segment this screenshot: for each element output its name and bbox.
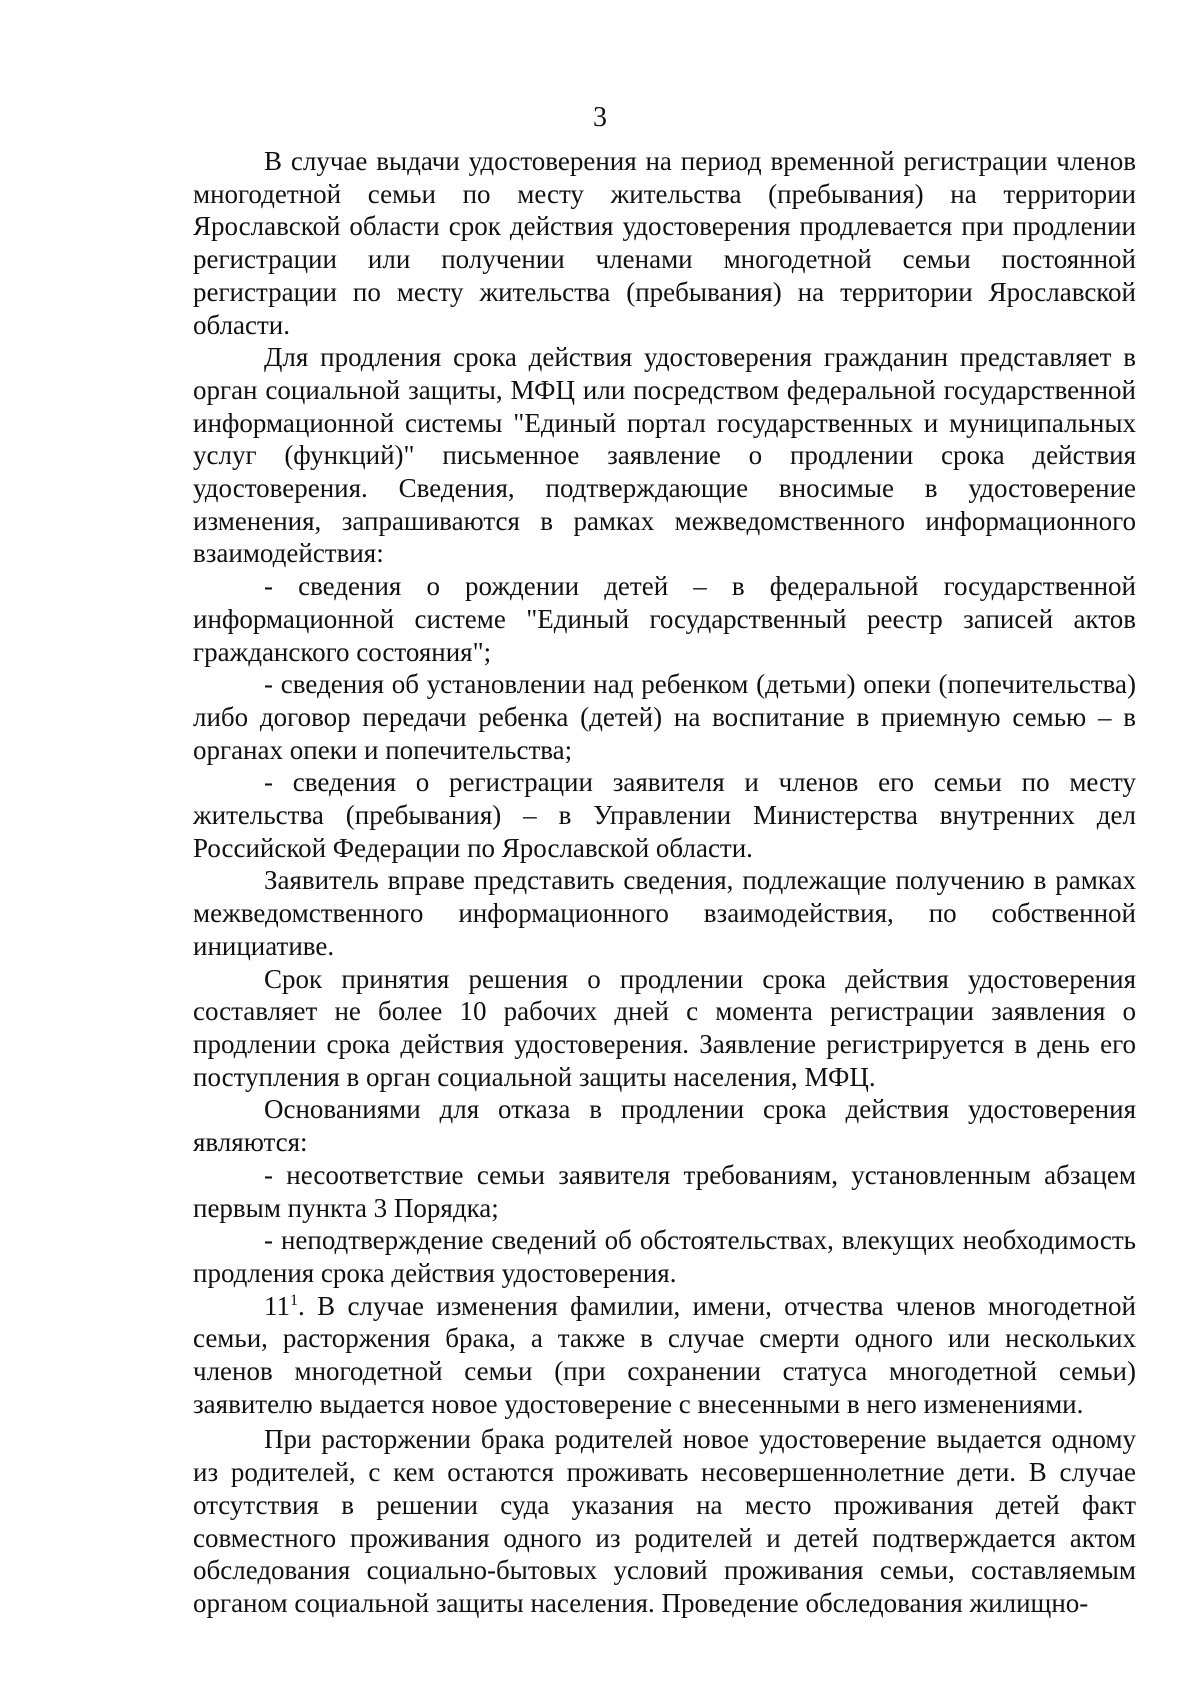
list-item-nonconfirmation: - неподтверждение сведений об обстоятельствах, влекущих необходимость продления срока действия удостоверения. xyxy=(193,1225,1136,1288)
paragraph-extension-application: Для продления срока действия удостоверения гражданин представляет в орган социальной защиты, МФЦ или посредством федеральной государственной информационной системы "Единый портал государственных и муниципальных услуг (функций)" письменное заявление о продлении срока действия удостоверения. Сведения, подтверждающие вносимые в удостоверение изменения, запрашиваются в рамках межведомственного информационного взаимодействия: xyxy=(193,342,1136,569)
paragraph-divorce: При расторжении брака родителей новое удостоверение выдается одному из родителей, с кем остаются проживать несовершеннолетние дети. В случае отсутствия в решении суда указания на место проживания детей факт совместного проживания одного из родителей и детей подтверждается актом обследования социально-бытовых условий проживания семьи, составляемым органом социальной защиты населения. Проведение обследования жилищно- xyxy=(193,1424,1136,1618)
list-item-birth-records: - сведения о рождении детей – в федеральной государственной информационной системе "Единый государственный реестр записей актов гражданского состояния"; xyxy=(193,571,1136,667)
clause-superscript: 1 xyxy=(290,1291,298,1309)
clause-text: . В случае изменения фамилии, имени, отчества членов многодетной семьи, расторжения брака, а также в случае смерти одного или нескольких членов многодетной семьи (при сохранении статуса многодетной семьи) заявителю выдается новое удостоверение с внесенными в него изменениями. xyxy=(193,1290,1136,1419)
list-item-nonconformity: - несоответствие семьи заявителя требованиям, установленным абзацем первым пункта 3 Порядка; xyxy=(193,1159,1136,1223)
clause-number: 11 xyxy=(264,1290,290,1321)
list-item-guardianship: - сведения об установлении над ребенком (детьми) опеки (попечительства) либо договор передачи ребенка (детей) на воспитание в приемную семью – в органах опеки и попечительства; xyxy=(193,669,1136,765)
page-number: 3 xyxy=(593,102,607,133)
clause-11-1 xyxy=(193,1290,1136,1421)
paragraph-decision-term: Срок принятия решения о продлении срока действия удостоверения составляет не более 10 рабочих дней с момента регистрации заявления о продлении срока действия удостоверения. Заявление регистрируется в день его поступления в орган социальной защиты населения, МФЦ. xyxy=(193,963,1136,1092)
paragraph-refusal-grounds: Основаниями для отказа в продлении срока действия удостоверения являются: xyxy=(193,1094,1136,1158)
paragraph-temporary-registration: В случае выдачи удостоверения на период временной регистрации членов многодетной семьи по месту жительства (пребывания) на территории Ярославской области срок действия удостоверения продлевается при продлении регистрации или получении членами многодетной семьи постоянной регистрации по месту жительства (пребывания) на территории Ярославской области. xyxy=(193,146,1136,340)
paragraph-own-initiative: Заявитель вправе представить сведения, подлежащие получению в рамках межведомственного информационного взаимодействия, по собственной инициативе. xyxy=(193,865,1136,961)
document-body xyxy=(193,145,1136,1620)
list-item-registration-records: - сведения о регистрации заявителя и членов его семьи по месту жительства (пребывания) – в Управлении Министерства внутренних дел Российской Федерации по Ярославской области. xyxy=(193,767,1136,863)
